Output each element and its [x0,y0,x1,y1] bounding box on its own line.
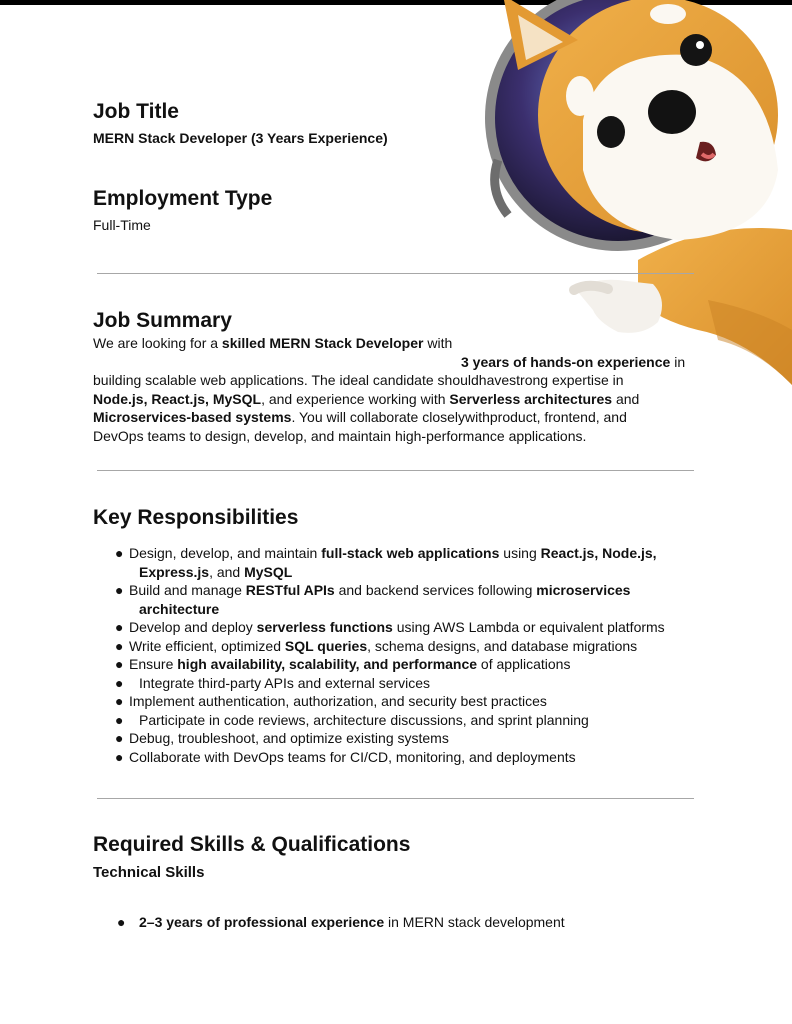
list-item: ● Ensure high availability, scalability, and performance of applications [115,656,571,672]
job-title-value: MERN Stack Developer (3 Years Experience) [93,130,388,146]
list-item: ● Integrate third-party APIs and external services [115,674,431,691]
section-divider [97,470,694,471]
required-skills-heading: Required Skills & Qualifications [93,833,411,856]
technical-skills-subheading: Technical Skills [93,864,205,881]
list-item: ● Collaborate with DevOps teams for CI/CD, monitoring, and deployments [115,748,576,765]
list-item: ● Participate in code reviews, architecture discussions, and sprint planning [115,711,589,728]
key-responsibilities-heading: Key Responsibilities [93,506,299,529]
employment-type-value: Full-Time [93,217,151,233]
job-summary-heading: Job Summary [93,309,232,332]
section-divider [97,273,694,274]
section-divider [97,798,694,799]
list-item: ● Build and manage RESTful APIs and backend services following microservices architecture [115,582,631,617]
list-item: ● Write efficient, optimized SQL queries, schema designs, and database migrations [115,637,638,654]
list-item: ● Develop and deploy serverless functions using AWS Lambda or equivalent platforms [115,619,665,635]
responsibilities-list [115,544,715,766]
employment-type-heading: Employment Type [93,187,273,210]
list-item: ● 2–3 years of professional experience in MERN stack development [117,914,565,930]
job-title-heading: Job Title [93,100,179,123]
list-item: ● Implement authentication, authorization, and security best practices [115,693,547,709]
list-item: ● Debug, troubleshoot, and optimize existing systems [115,730,449,746]
list-item: ● Design, develop, and maintain full-stack web applications using React.js, Node.js, Express.js, and MySQL [115,545,657,580]
shiba-astronaut-illustration [468,0,792,390]
job-summary-text: We are looking for a skilled MERN Stack Developer with 3 years of hands-on experience in building scalable web applications. The ideal candidate shouldhavestrong expertise in Node.js, React.js, MySQL, and experience working with Serverless architectures and Microservices-based systems. You will collaborate closelywithproduct, frontend, and DevOps teams to design, develop, and maintain high-performance applications. [93,335,686,444]
